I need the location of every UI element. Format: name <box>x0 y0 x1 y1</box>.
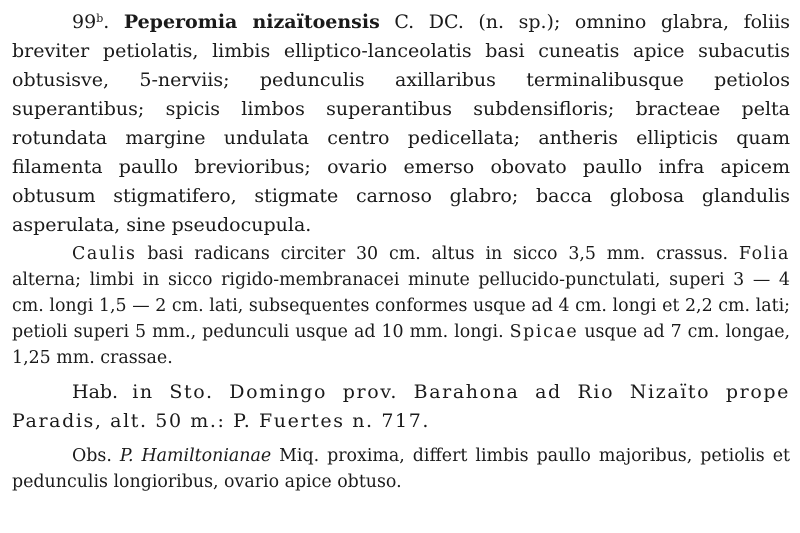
species-author: C. DC. (n. sp.); <box>394 11 561 33</box>
caulis-term: Caulis <box>72 244 137 264</box>
related-species: P. Hamiltonianae <box>119 446 272 466</box>
folia-text: alterna; limbi in sicco rigido-membranacei minute pellucido-punctulati, superi 3 — 4 cm. longi 1,5 — 2 cm. lati, subsequentes conformes usque ad 4 cm. longi et 2,2 cm. lati; petioli superi 5 mm., pedunculi usque ad 10 mm. longi. <box>12 270 790 342</box>
botanical-description-page <box>12 8 790 495</box>
diagnosis-text: omnino glabra, foliis breviter petiolatis, limbis elliptico-lanceolatis basi cuneatis apice subacutis obtusisve, 5-nerviis; pedunculis axillaribus terminalibusque petiolos superantibus; spicis limbos superantibus subdensifloris; bracteae pelta rotundata margine undulata centro pedicellata; antheris ellipticis quam filamenta paullo brevioribus; ovario emerso obovato paullo infra apicem obtusum stigmatifero, stigmate carnoso glabro; bacca globosa glandulis asperulata, sine pseudocupula. <box>12 11 791 236</box>
entry-number: 99$^b$. <box>72 11 110 33</box>
plant-description <box>12 241 790 371</box>
habitat-paragraph <box>12 378 790 436</box>
spicae-term: Spicae <box>509 322 579 342</box>
spicae-text: usque ad 7 cm. longae, 1,25 mm. crassae. <box>12 322 791 368</box>
species-diagnosis <box>12 8 790 240</box>
caulis-text: basi radicans circiter 30 cm. altus in sicco 3,5 mm. crassus. <box>147 244 729 264</box>
habitat-term: Hab. <box>72 381 119 403</box>
habitat-locality: in Sto. Domingo prov. Barahona ad Rio Nizaïto prope Paradis, alt. 50 m.: P. Fuertes n. 717. <box>12 381 790 432</box>
observation-term: Obs. <box>72 446 112 466</box>
entry-number-suffix: b <box>96 12 104 25</box>
species-name: Peperomia nizaïtoensis <box>123 11 380 33</box>
observation-text: Miq. proxima, differt limbis paullo majoribus, petiolis et pedunculis longioribus, ovario apice obtuso. <box>12 446 790 492</box>
folia-term: Folia <box>738 244 790 264</box>
observation-paragraph <box>12 443 790 495</box>
